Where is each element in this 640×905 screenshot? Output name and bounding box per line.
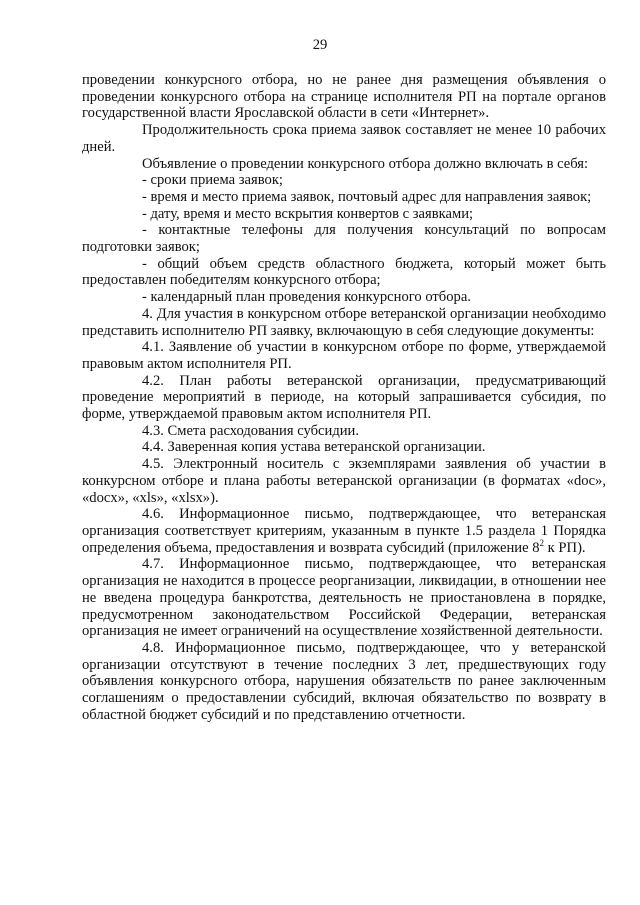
clause: 4.5. Электронный носитель с экземплярами заявления об участии в конкурсном отборе и плана работы ветеранской организации (в форматах «doc», «docx», «xls», «xlsx»). xyxy=(82,456,606,506)
superscript: 2 xyxy=(539,537,545,548)
clause: 4.2. План работы ветеранской организации, предусматривающий проведение мероприятий в периоде, на который запрашивается субсидия, по форме, утверждаемой правовым актом исполнителя РП. xyxy=(82,372,606,423)
clause-text: 4.6. Информационное письмо, подтверждающее, что ветеранская организация соответствует критериям, указанным в пункте 1.5 раздела 1 Порядка определения объема, предоставления и возврата субсидий (приложение 8 xyxy=(82,506,606,556)
list-item: - сроки приема заявок; xyxy=(142,172,283,189)
page-number: 29 xyxy=(312,37,328,53)
clause-tail: к РП). xyxy=(544,539,586,556)
clause: 4.1. Заявление об участии в конкурсном отборе по форме, утверждаемой правовым актом исполнителя РП. xyxy=(82,339,606,372)
list-item: - время и место приема заявок, почтовый адрес для направления заявок; xyxy=(142,188,592,205)
paragraph: Объявление о проведении конкурсного отбора должно включать в себя: xyxy=(142,155,589,172)
paragraph: Продолжительность срока приема заявок составляет не менее 10 рабочих дней. xyxy=(82,122,606,155)
paragraph: 4. Для участия в конкурсном отборе ветеранской организации необходимо представить исполнителю РП заявку, включающую в себя следующие документы: xyxy=(82,305,606,339)
clause: 4.8. Информационное письмо, подтверждающее, что у ветеранской организации отсутствуют в течение последних 3 лет, предшествующих году объявления конкурсного отбора, нарушения обязательств по ранее заключенным соглашениям о предоставлении субсидий, включая обязательство по возврату в областной бюджет субсидий и по представлению отчетности. xyxy=(82,639,606,723)
list-item: - календарный план проведения конкурсного отбора. xyxy=(142,289,471,306)
paragraph: проведении конкурсного отбора, но не ранее дня размещения объявления о проведении конкурсного отбора на странице исполнителя РП на портале органов государственной власти Ярославской области в сети «Интернет». xyxy=(82,72,606,122)
clause: 4.7. Информационное письмо, подтверждающее, что ветеранская организация не находится в процессе реорганизации, ликвидации, в отношении нее не введена процедура банкротства, деятельность не приостановлена в порядке, предусмотренном законодательством Российской Федерации, ветеранская организация не имеет ограничений на осуществление хозяйственной деятельности. xyxy=(82,556,606,640)
list-item: - общий объем средств областного бюджета, который может быть предоставлен победителям конкурсного отбора; xyxy=(82,255,606,289)
clause: 4.4. Заверенная копия устава ветеранской организации. xyxy=(142,439,486,456)
clause: 4.3. Смета расходования субсидии. xyxy=(142,422,360,439)
body-text xyxy=(82,72,606,723)
list-item: - контактные телефоны для получения консультаций по вопросам подготовки заявок; xyxy=(82,222,606,256)
clause xyxy=(82,506,606,556)
list-item: - дату, время и место вскрытия конвертов с заявками; xyxy=(142,205,474,222)
